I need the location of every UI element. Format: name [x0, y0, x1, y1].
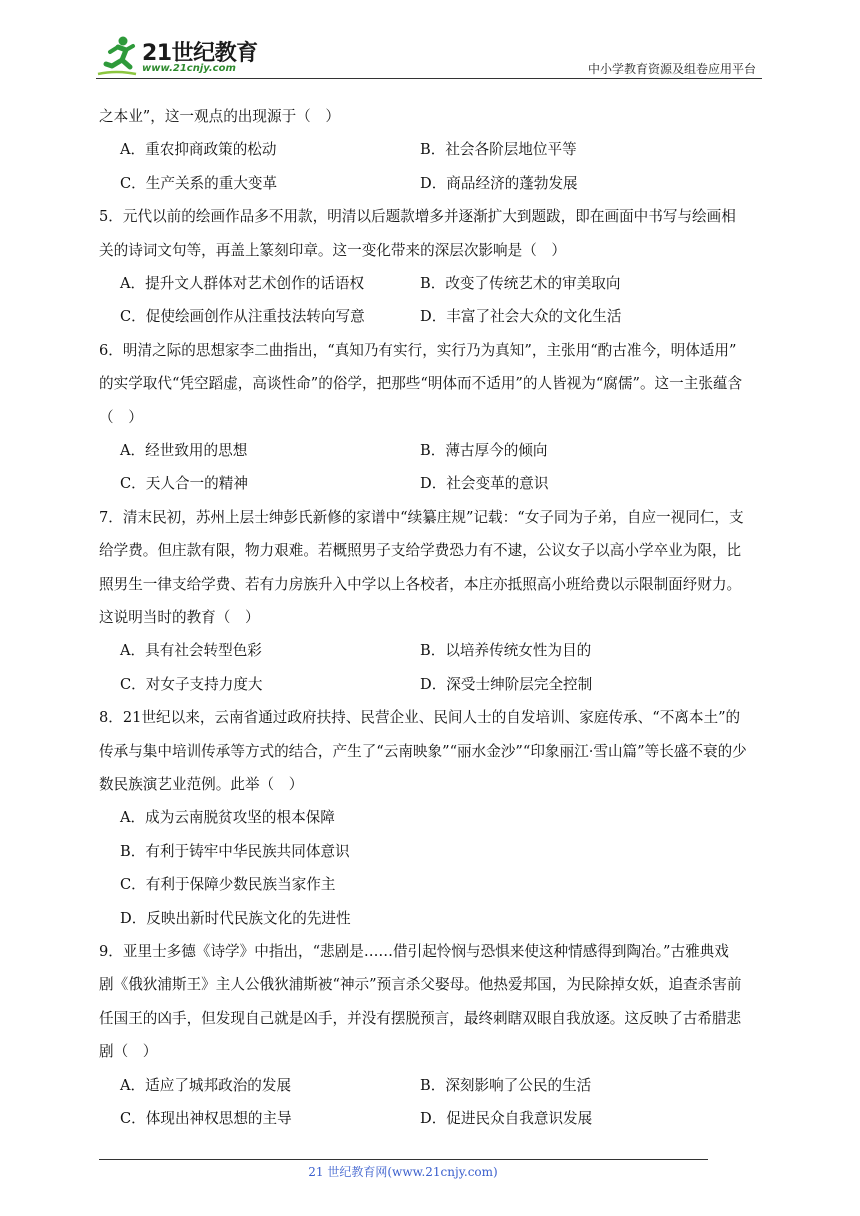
- answer-option[interactable]: B．社会各阶层地位平等: [420, 141, 577, 159]
- answer-option[interactable]: C．生产关系的重大变革: [120, 174, 278, 192]
- answer-option[interactable]: A．提升文人群体对艺术创作的话语权: [120, 275, 365, 292]
- question-stem-line: 剧（ ）: [99, 1043, 158, 1061]
- logo-url: www.21cnjy.com: [142, 63, 236, 74]
- answer-option[interactable]: D．商品经济的蓬勃发展: [420, 174, 578, 192]
- answer-option[interactable]: C．天人合一的精神: [120, 475, 248, 493]
- option-row: [99, 634, 765, 667]
- runner-logo-icon: [96, 34, 140, 78]
- answer-option[interactable]: D．促进民众自我意识发展: [420, 1109, 593, 1127]
- option-row: [99, 801, 765, 834]
- question-block: [99, 935, 765, 1135]
- question-stem-line: 给学费。但庄款有限，物力艰难。若概照男子支给学费恐力有不逮，公议女子以高小学卒业为限，比: [99, 542, 742, 560]
- page-footer[interactable]: 21 世纪教育网(www.21cnjy.com): [308, 1165, 498, 1179]
- question-stem-line: 关的诗词文句等，再盖上篆刻印章。这一变化带来的深层次影响是（ ）: [99, 241, 567, 259]
- answer-option[interactable]: B．有利于铸牢中华民族共同体意识: [120, 842, 350, 860]
- question-stem-line: 8．21世纪以来，云南省通过政府扶持、民营企业、民间人士的自发培训、家庭传承、“不离本土”的: [99, 709, 741, 727]
- question-stem-line: 任国王的凶手，但发现自己就是凶手，并没有摆脱预言，最终刺瞎双眼自我放逐。这反映了古希腊悲: [99, 1009, 742, 1027]
- question-stem-line: 7．清末民初，苏州上层士绅彭氏新修的家谱中“续纂庄规”记载：“女子同为子弟，自应一视同仁，支: [99, 508, 744, 526]
- option-row: [99, 300, 765, 333]
- option-row: [99, 167, 765, 200]
- answer-option[interactable]: C．对女子支持力度大: [120, 675, 263, 693]
- logo-text: 21世纪教育: [142, 41, 258, 66]
- question-block: [99, 701, 765, 935]
- question-stem-line: 照男生一律支给学费、若有力房族升入中学以上各校者，本庄亦抵照高小班给费以示限制面纾财力。: [99, 575, 742, 593]
- header-divider: [96, 78, 762, 79]
- question-stem-line: 5．元代以前的绘画作品多不用款，明清以后题款增多并逐渐扩大到题跋，即在画面中书写与绘画相: [99, 208, 736, 226]
- question-block: [99, 200, 765, 334]
- question-stem-line: 的实学取代“凭空蹈虚，高谈性命”的俗学，把那些“明体而不适用”的人皆视为“腐儒”。这一主张蕴含: [99, 375, 743, 393]
- option-row: [99, 1069, 765, 1102]
- answer-option[interactable]: D．深受士绅阶层完全控制: [420, 675, 593, 693]
- question-stem-line: 6．明清之际的思想家李二曲指出，“真知乃有实行，实行乃为真知”，主张用“酌古准今，明体适用”: [99, 341, 737, 359]
- page-header: [96, 30, 762, 82]
- answer-option[interactable]: B．深刻影响了公民的生活: [420, 1076, 592, 1094]
- answer-option[interactable]: D．反映出新时代民族文化的先进性: [120, 909, 351, 927]
- question-stem-line: 之本业”，这一观点的出现源于（ ）: [99, 108, 340, 125]
- answer-option[interactable]: A．适应了城邦政治的发展: [120, 1076, 292, 1094]
- site-logo[interactable]: [96, 34, 266, 78]
- question-stem-line: （ ）: [99, 408, 143, 426]
- question-block: [99, 501, 765, 701]
- footer-divider: [99, 1159, 708, 1160]
- answer-option[interactable]: A．重农抑商政策的松动: [120, 141, 277, 159]
- question-stem-line: 传承与集中培训传承等方式的结合，产生了“云南映象”“丽水金沙”“印象丽江·雪山篇”等长盛不衰的少: [99, 742, 747, 760]
- answer-option[interactable]: C．有利于保障少数民族当家作主: [120, 876, 336, 894]
- answer-option[interactable]: A．成为云南脱贫攻坚的根本保障: [120, 809, 335, 827]
- answer-option[interactable]: A．具有社会转型色彩: [120, 642, 262, 660]
- answer-option[interactable]: C．体现出神权思想的主导: [120, 1109, 292, 1127]
- answer-option[interactable]: C．促使绘画创作从注重技法转向写意: [120, 308, 365, 326]
- option-row: [99, 467, 765, 500]
- option-row: [99, 902, 765, 935]
- answer-option[interactable]: B．薄古厚今的倾向: [420, 442, 548, 459]
- answer-option[interactable]: D．社会变革的意识: [420, 475, 549, 493]
- answer-option[interactable]: A．经世致用的思想: [120, 442, 248, 459]
- question-stem-line: 这说明当时的教育（ ）: [99, 609, 260, 626]
- option-row: [99, 1102, 765, 1135]
- option-row: [99, 868, 765, 901]
- question-block: [99, 100, 765, 200]
- option-row: [99, 835, 765, 868]
- question-list: [99, 100, 765, 1135]
- option-row: [99, 668, 765, 701]
- answer-option[interactable]: D．丰富了社会大众的文化生活: [420, 308, 622, 326]
- platform-name: 中小学教育资源及组卷应用平台: [587, 62, 756, 76]
- answer-option[interactable]: B．以培养传统女性为目的: [420, 642, 592, 660]
- question-block: [99, 334, 765, 501]
- option-row: [99, 133, 765, 166]
- option-row: [99, 434, 765, 467]
- question-stem-line: 数民族演艺业范例。此举（ ）: [99, 776, 304, 793]
- question-stem-line: 9．亚里士多德《诗学》中指出，“悲剧是……借引起怜悯与恐惧来使这种情感得到陶冶。”古雅典戏: [99, 942, 729, 960]
- option-row: [99, 267, 765, 300]
- answer-option[interactable]: B．改变了传统艺术的审美取向: [420, 275, 621, 292]
- question-stem-line: 剧《俄狄浦斯王》主人公俄狄浦斯被“神示”预言杀父娶母。他热爱邦国，为民除掉女妖，追查杀害前: [99, 976, 742, 994]
